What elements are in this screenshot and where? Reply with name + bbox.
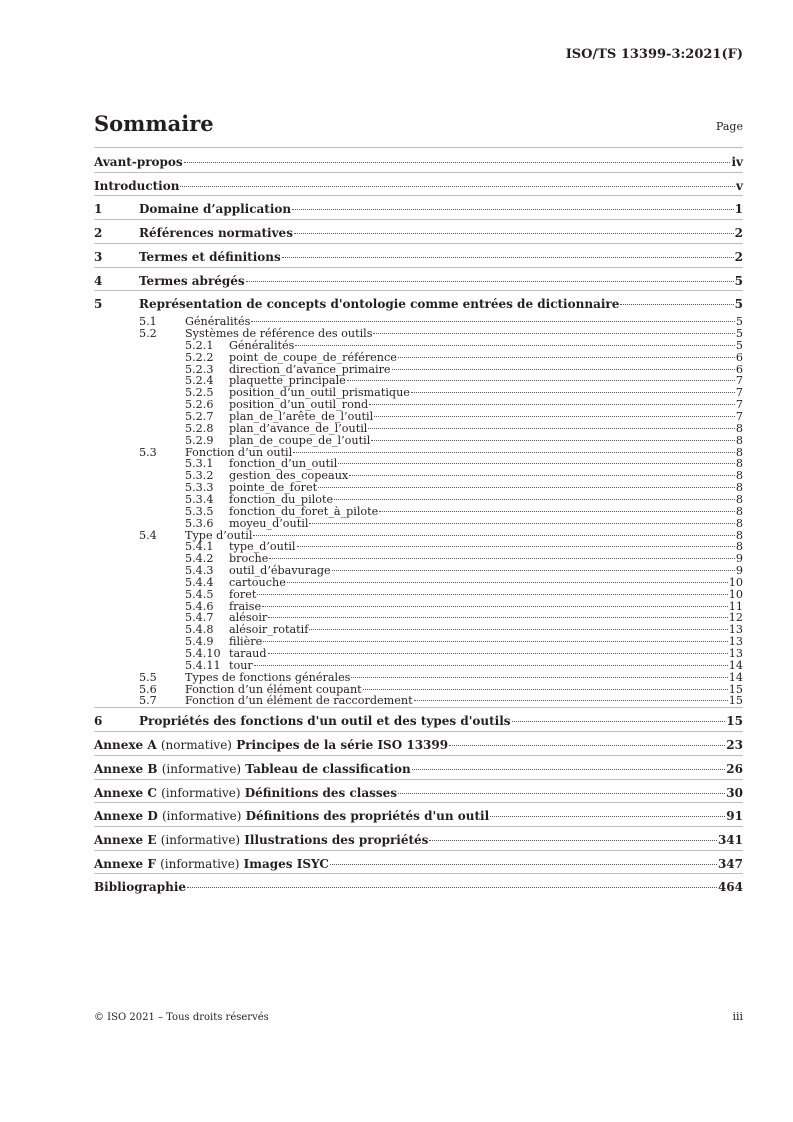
toc-entry-page: 5	[734, 297, 743, 312]
toc-entry-title: Généralités	[185, 315, 251, 329]
dot-leader	[287, 582, 728, 583]
dot-leader	[318, 487, 735, 488]
toc-entry-number: 5.4.7	[185, 611, 214, 625]
toc-entry-number: 5.2.4	[185, 374, 214, 388]
separator-rule	[94, 802, 743, 803]
document-id: ISO/TS 13399-3:2021(F)	[565, 47, 743, 62]
dot-leader	[251, 321, 734, 322]
toc-entry-number: 5.4.10	[185, 647, 221, 660]
toc-entry-number: 4	[94, 273, 103, 288]
annex-title: Images ISYC	[243, 856, 329, 871]
title-row	[94, 111, 743, 141]
toc-entry-number: 2	[94, 226, 103, 241]
toc-entry-title	[94, 738, 448, 752]
toc-entry-number: 5.2.5	[185, 386, 214, 400]
annex-kind: (informative)	[161, 809, 242, 824]
separator-rule	[94, 779, 743, 780]
dot-leader	[449, 745, 725, 746]
toc-entry[interactable]	[94, 762, 743, 776]
toc-entry[interactable]	[94, 155, 743, 169]
dot-leader	[398, 357, 735, 358]
toc-entry-title: position_d’un_outil_prismatique	[229, 386, 410, 400]
dot-leader	[338, 463, 735, 464]
dot-leader	[268, 617, 727, 618]
toc-entry-title: Introduction	[94, 178, 180, 193]
dot-leader	[334, 499, 735, 500]
toc-entry[interactable]	[94, 809, 743, 823]
toc-entry[interactable]	[94, 880, 743, 894]
toc-entry-number: 5.3.4	[185, 492, 214, 506]
dot-leader	[262, 606, 728, 607]
toc-entry-number: 5.1	[139, 315, 157, 329]
separator-rule	[94, 243, 743, 244]
separator-rule	[94, 172, 743, 173]
toc-entry-page: 6	[735, 350, 743, 364]
toc-entry-page: 341	[717, 832, 743, 847]
toc-entry-page: 8	[735, 421, 743, 435]
dot-leader	[332, 570, 735, 571]
separator-rule	[94, 147, 743, 148]
toc-entry[interactable]	[94, 202, 743, 216]
toc-entry-page: 1	[734, 202, 743, 217]
toc-entry-page: 14	[728, 670, 743, 684]
toc-entry-title: fonction_du_pilote	[229, 492, 334, 506]
separator-rule	[94, 707, 743, 708]
toc-entry-title: Généralités	[229, 338, 295, 352]
toc-entry-page: iv	[731, 155, 743, 169]
toc-entry-number: 5.3	[139, 445, 157, 459]
dot-leader	[246, 281, 734, 282]
annex-title: Définitions des propriétés d'un outil	[245, 809, 490, 824]
annex-title: Définitions des classes	[244, 785, 398, 800]
dot-leader	[373, 333, 734, 334]
toc-entry-title	[94, 762, 411, 776]
toc-entry-title: outil_d’ébavurage	[229, 564, 331, 578]
toc-entry-title: plan_d’avance_de_l’outil	[229, 421, 368, 435]
toc-entry-number: 5.4.3	[185, 564, 214, 578]
annex-title: Illustrations des propriétés	[244, 832, 429, 847]
toc-entry-title: moyeu_d’outil	[229, 516, 309, 530]
footer-page-number: iii	[732, 1010, 743, 1023]
toc-entry-page: 8	[735, 504, 743, 518]
toc-entry-page: 13	[728, 647, 743, 660]
toc-entry-title: tour	[229, 658, 253, 672]
annex-label: Annexe D	[94, 809, 158, 824]
toc-entry-title: broche	[229, 552, 269, 566]
dot-leader	[379, 511, 735, 512]
dot-leader	[351, 677, 727, 678]
toc-entry-page: 91	[726, 809, 743, 824]
dot-leader	[347, 380, 735, 381]
toc-entry-title: cartouche	[229, 575, 286, 589]
toc-entry-title: plan_de_coupe_de_l’outil	[229, 433, 371, 447]
toc-entry-title: plan_de_l’arête_de_l’outil	[229, 410, 374, 423]
annex-label: Annexe A	[94, 738, 157, 753]
toc-entry-number: 5.2	[139, 327, 157, 341]
toc-entry-title: Termes et définitions	[139, 249, 281, 264]
dot-leader	[184, 162, 731, 163]
toc-entry-page: 2	[734, 249, 743, 264]
toc-entry-title: Type d’outil	[185, 528, 253, 542]
dot-leader	[368, 428, 735, 429]
annex-label: Annexe F	[94, 856, 156, 871]
toc-entry-number: 5.3.1	[185, 457, 214, 471]
dot-leader	[512, 721, 726, 722]
separator-rule	[94, 219, 743, 220]
toc-entry[interactable]	[94, 714, 743, 728]
toc-entry-title: type_d’outil	[229, 540, 296, 554]
dot-leader	[295, 345, 734, 346]
toc-entry-page: 15	[728, 682, 743, 696]
toc-entry[interactable]	[94, 786, 743, 800]
toc-entry-title: Termes abrégés	[139, 273, 245, 288]
annex-label: Annexe B	[94, 761, 158, 776]
dot-leader	[269, 558, 735, 559]
toc-entry-title: Fonction d’un élément de raccordement	[185, 694, 413, 708]
dot-leader	[282, 257, 734, 258]
dot-leader	[292, 209, 734, 210]
toc-entry-page: 2	[734, 226, 743, 241]
separator-rule	[94, 731, 743, 732]
toc-entry-number: 5.6	[139, 682, 157, 696]
toc-entry-number: 5.2.1	[185, 338, 214, 352]
toc-entry-title: Fonction d’un outil	[185, 445, 293, 459]
toc-entry-page: 8	[735, 469, 743, 483]
dot-leader	[309, 629, 727, 630]
toc-entry-page: 13	[728, 623, 743, 637]
toc-entry-page: 9	[735, 564, 743, 578]
toc-entry-page: 347	[717, 856, 743, 871]
toc-entry-title: pointe_de_foret	[229, 481, 318, 495]
toc-entry-number: 5.3.5	[185, 504, 214, 518]
dot-leader	[253, 535, 734, 536]
toc-entry-number: 5.2.9	[185, 433, 214, 447]
toc-entry-title: plaquette_principale	[229, 374, 346, 388]
toc-entry-page: 7	[735, 398, 743, 412]
toc-entry-number: 5.4.5	[185, 587, 214, 601]
annex-kind: (normative)	[160, 738, 232, 753]
toc-entry-page: 5	[735, 315, 743, 329]
toc-entry-page: 12	[728, 611, 743, 625]
toc-entry[interactable]	[94, 833, 743, 847]
dot-leader	[398, 793, 725, 794]
toc-entry-page: 8	[735, 540, 743, 554]
toc-entry-page: 30	[726, 785, 743, 800]
toc-entry-title	[94, 786, 397, 800]
annex-kind: (informative)	[161, 761, 242, 776]
toc-entry-title: foret	[229, 587, 257, 601]
toc-entry-number: 6	[94, 714, 103, 729]
toc-entry-title: Domaine d’application	[139, 202, 292, 217]
toc-entry-page: 15	[726, 714, 743, 729]
dot-leader	[411, 392, 735, 393]
separator-rule	[94, 290, 743, 291]
toc-entry-number: 5.7	[139, 694, 157, 708]
dot-leader	[490, 816, 725, 817]
page-title: Sommaire	[94, 111, 214, 136]
dot-leader	[620, 304, 733, 305]
toc-entry-title: taraud	[229, 647, 267, 660]
dot-leader	[374, 416, 735, 417]
toc-entry-title	[94, 857, 329, 871]
toc-entry-page: 14	[728, 658, 743, 672]
toc-entry-title: position_d’un_outil_rond	[229, 398, 369, 412]
annex-kind: (informative)	[160, 856, 240, 871]
toc-entry-page: 464	[717, 880, 743, 895]
toc-entry-page: 8	[735, 445, 743, 459]
toc-entry-title: Propriétés des fonctions d'un outil et des types d'outils	[139, 714, 511, 729]
toc-entry-page: 13	[728, 635, 743, 649]
toc-entry-number: 5.5	[139, 670, 157, 684]
toc-entry-number: 5.4.4	[185, 575, 214, 589]
toc-entry-number: 5.4	[139, 528, 157, 542]
dot-leader	[180, 186, 735, 187]
annex-label: Annexe C	[94, 785, 157, 800]
toc-entry[interactable]	[94, 857, 743, 871]
toc-entry-title: filière	[229, 635, 263, 649]
dot-leader	[429, 840, 717, 841]
toc-entry-number: 5.3.6	[185, 516, 214, 530]
toc-entry[interactable]	[94, 226, 743, 240]
separator-rule	[94, 873, 743, 874]
toc-entry-number: 1	[94, 202, 103, 217]
toc-entry-page: 7	[735, 374, 743, 388]
dot-leader	[363, 689, 728, 690]
toc-entry-title: Références normatives	[139, 226, 293, 241]
dot-leader	[187, 887, 717, 888]
dot-leader	[371, 440, 735, 441]
toc-entry-title	[94, 833, 428, 847]
toc-entry-number: 5	[94, 297, 103, 312]
toc-entry-number: 5.2.6	[185, 398, 214, 412]
dot-leader	[412, 769, 726, 770]
separator-rule	[94, 850, 743, 851]
dot-leader	[254, 665, 728, 666]
toc-entry-title: fonction_du_foret_à_pilote	[229, 504, 379, 518]
toc-entry-title: alésoir_rotatif	[229, 623, 309, 637]
toc-entry-number: 5.4.2	[185, 552, 214, 566]
toc-entry-number: 5.4.11	[185, 658, 221, 672]
dot-leader	[392, 369, 735, 370]
dot-leader	[349, 475, 735, 476]
toc-entry-page: 7	[735, 410, 743, 423]
toc-entry-title: alésoir	[229, 611, 268, 625]
dot-leader	[263, 641, 728, 642]
annex-kind: (informative)	[161, 785, 241, 800]
toc-entry-page: v	[736, 178, 743, 193]
toc-entry-page: 11	[728, 599, 743, 613]
toc-entry-title: Types de fonctions générales	[185, 670, 351, 684]
toc-entry-number: 5.2.3	[185, 362, 214, 376]
annex-title: Principes de la série ISO 13399	[236, 738, 449, 753]
toc-entry-number: 5.2.8	[185, 421, 214, 435]
toc-entry-number: 3	[94, 249, 103, 264]
toc-entry-page: 8	[735, 492, 743, 506]
toc-entry-page: 6	[735, 362, 743, 376]
dot-leader	[293, 452, 735, 453]
toc-entry-page: 9	[735, 552, 743, 566]
dot-leader	[297, 546, 735, 547]
toc-entry-title: fonction_d’un_outil	[229, 457, 338, 471]
annex-label: Annexe E	[94, 832, 157, 847]
toc-entry[interactable]	[94, 297, 743, 311]
dot-leader	[294, 233, 734, 234]
toc-entry-title: fraise	[229, 599, 262, 613]
page-column-label: Page	[715, 120, 743, 133]
toc-entry-number: 5.3.3	[185, 481, 214, 495]
footer-copyright: © ISO 2021 – Tous droits réservés	[94, 1012, 269, 1023]
toc-entry-page: 7	[735, 386, 743, 400]
toc-entry-title: Bibliographie	[94, 880, 187, 895]
toc-entry-number: 5.3.2	[185, 469, 214, 483]
toc-entry-title: Avant-propos	[94, 155, 183, 169]
toc-entry-page: 8	[735, 481, 743, 495]
toc-entry[interactable]	[94, 694, 743, 707]
dot-leader	[257, 594, 727, 595]
toc-entry-title	[94, 809, 489, 823]
toc-entry-page: 5	[735, 327, 743, 341]
toc-entry-page: 10	[728, 575, 743, 589]
separator-rule	[94, 755, 743, 756]
toc-entry[interactable]	[94, 179, 743, 193]
dot-leader	[268, 653, 728, 654]
toc-entry[interactable]	[94, 250, 743, 264]
dot-leader	[414, 700, 728, 701]
toc-entry-title: point_de_coupe_de_référence	[229, 350, 397, 364]
toc-entry-page: 8	[735, 528, 743, 542]
toc-entry-page: 26	[726, 761, 743, 776]
toc-entry[interactable]	[94, 274, 743, 288]
dot-leader	[369, 404, 735, 405]
toc-entry-number: 5.4.6	[185, 599, 214, 613]
toc-entry-title: Représentation de concepts d'ontologie comme entrées de dictionnaire	[139, 297, 620, 312]
toc-entry-number: 5.4.1	[185, 540, 214, 554]
toc-entry-page: 10	[728, 587, 743, 601]
toc-entry-title: direction_d’avance_primaire	[229, 362, 391, 376]
dot-leader	[330, 864, 717, 865]
toc-entry-number: 5.4.8	[185, 623, 214, 637]
toc-entry-number: 5.4.9	[185, 635, 214, 649]
toc-entry-page: 5	[735, 338, 743, 352]
annex-kind: (informative)	[160, 832, 241, 847]
separator-rule	[94, 267, 743, 268]
annex-title: Tableau de classification	[245, 761, 411, 776]
toc-entry-number: 5.2.7	[185, 410, 214, 423]
toc-entry-page: 8	[735, 516, 743, 530]
toc-entry[interactable]	[94, 738, 743, 752]
toc-entry-page: 23	[726, 738, 743, 753]
toc-entry-title: gestion_des_copeaux	[229, 469, 349, 483]
separator-rule	[94, 826, 743, 827]
toc-entry-page: 5	[734, 273, 743, 288]
toc-entry-page: 15	[728, 694, 743, 708]
toc-entry-title: Systèmes de référence des outils	[185, 327, 373, 341]
separator-rule	[94, 195, 743, 196]
dot-leader	[309, 523, 734, 524]
toc-entry-page: 8	[735, 433, 743, 447]
toc-entry-page: 8	[735, 457, 743, 471]
toc-entry-title: Fonction d’un élément coupant	[185, 682, 362, 696]
toc-entry-number: 5.2.2	[185, 350, 214, 364]
